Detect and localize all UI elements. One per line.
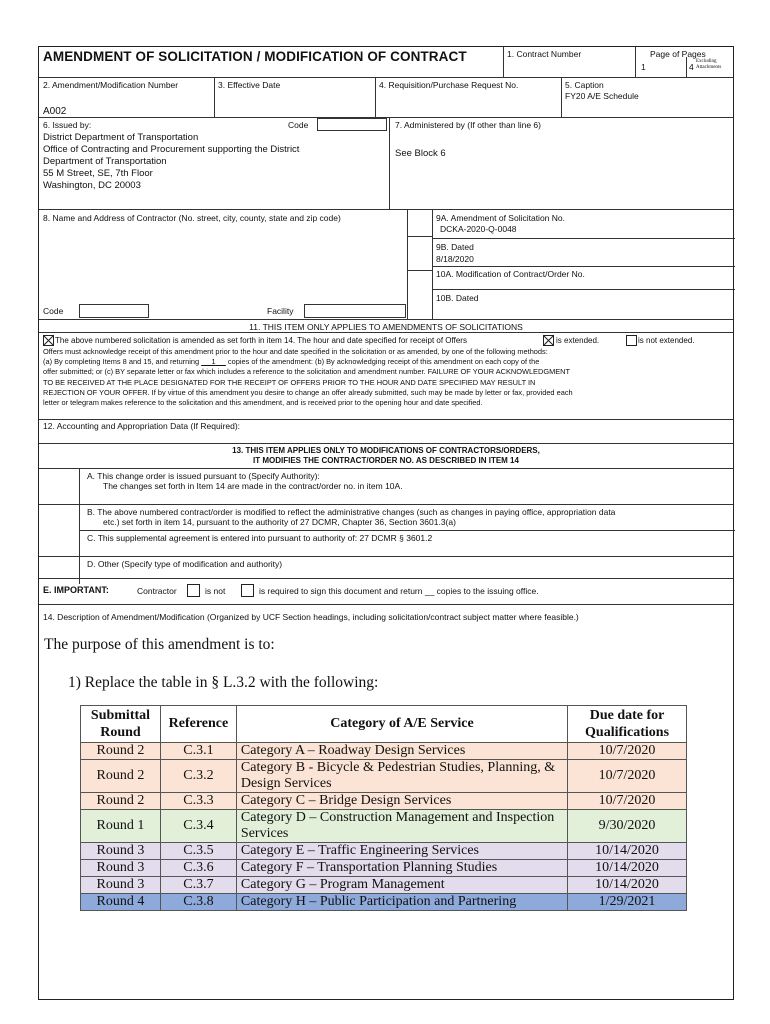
cell-category: Category G – Program Management xyxy=(236,877,567,894)
table-row xyxy=(81,793,687,810)
not-extended-label: is not extended. xyxy=(638,336,695,345)
cell-due-date: 10/14/2020 xyxy=(568,860,687,877)
cell-reference: C.3.8 xyxy=(160,894,236,911)
page-of-pages-label: Page of Pages xyxy=(650,49,706,59)
cell-round: Round 3 xyxy=(81,843,161,860)
is-not-label: is not xyxy=(205,586,226,596)
is-required-checkbox xyxy=(241,584,254,597)
item-11-instructions: Offers must acknowledge receipt of this amendment prior to the hour and date specified in the solicitation or as amended, by one of the following methods: (a) By completing Items 8 and 15, and returning 1 copies of the amendment: (b) By acknowledging receipt of this amendment on each copy of the offer submitted; or (c) BY separate letter or fax which includes a reference to the solicitation and amendment number. FAILURE OF YOUR ACKNOWLEDGMENT TO BE RECEIVED AT THE PLACE DESIGNATED FOR THE RECEIPT OF OFFERS PRIOR TO THE HOUR AND DATE SPECIFIED MAY RESULT IN REJECTION OF YOUR OFFER. If by virtue of this amendment you desire to change an offer already submitted, such may be made by letter or fax, provided each letter or telegram makes reference to the solicitation and this amendment, and is received prior to the opening hour and date specified. xyxy=(43,347,573,408)
important-label: E. IMPORTANT: xyxy=(43,585,109,595)
table-row xyxy=(81,860,687,877)
cell-round: Round 2 xyxy=(81,743,161,760)
facility-label: Facility xyxy=(267,306,294,316)
cell-reference: C.3.6 xyxy=(160,860,236,877)
cell-reference: C.3.4 xyxy=(160,810,236,843)
cell-category: Category F – Transportation Planning Studies xyxy=(236,860,567,877)
cell-round: Round 2 xyxy=(81,793,161,810)
item-14-label: 14. Description of Amendment/Modification (Organized by UCF Section headings, including solicitation/contract subject matter where feasible.) xyxy=(43,612,579,622)
block-9a-value: DCKA-2020-Q-0048 xyxy=(440,224,517,234)
cell-round: Round 2 xyxy=(81,760,161,793)
cell-category: Category A – Roadway Design Services xyxy=(236,743,567,760)
pages-count: 4 xyxy=(689,62,694,72)
header-reference: Reference xyxy=(160,706,236,743)
amendment-number-label: 2. Amendment/Modification Number xyxy=(43,80,179,90)
contractor-label: 8. Name and Address of Contractor (No. street, city, county, state and zip code) xyxy=(43,213,341,223)
table-row xyxy=(81,810,687,843)
extended-label: is extended. xyxy=(556,336,600,345)
facility-code-field xyxy=(304,304,406,318)
cell-category: Category B - Bicycle & Pedestrian Studies, Planning, & Design Services xyxy=(236,760,567,793)
cell-due-date: 10/7/2020 xyxy=(568,793,687,810)
header-category: Category of A/E Service xyxy=(236,706,567,743)
contractor-code-label: Code xyxy=(43,306,64,316)
not-extended-checkbox xyxy=(626,335,637,346)
pages-note: Excluding Attachments xyxy=(696,59,722,70)
form-title: AMENDMENT OF SOLICITATION / MODIFICATION OF CONTRACT xyxy=(43,49,467,64)
cell-category: Category E – Traffic Engineering Services xyxy=(236,843,567,860)
solicitation-amended-checkbox xyxy=(43,335,54,346)
item-13-b: B. The above numbered contract/order is modified to reflect the administrative changes (such as changes in paying office, appropriation data etc.) set forth in item 14, pursuant to the authority of 27 DCMR, Chapter 36, Section 3601.3(a) xyxy=(87,507,616,527)
cell-round: Round 3 xyxy=(81,877,161,894)
table-header-row xyxy=(81,706,687,743)
page-number: 1 xyxy=(641,62,646,72)
cell-due-date: 10/7/2020 xyxy=(568,760,687,793)
requisition-label: 4. Requisition/Purchase Request No. xyxy=(379,80,519,90)
issued-by-code-label: Code xyxy=(288,120,309,130)
block-10a-label: 10A. Modification of Contract/Order No. xyxy=(436,269,585,279)
cell-reference: C.3.1 xyxy=(160,743,236,760)
contract-number-label: 1. Contract Number xyxy=(507,49,582,59)
amendment-form xyxy=(38,46,734,1000)
cell-reference: C.3.7 xyxy=(160,877,236,894)
cell-due-date: 10/14/2020 xyxy=(568,843,687,860)
cell-reference: C.3.3 xyxy=(160,793,236,810)
item-13-c: C. This supplemental agreement is entered into pursuant to authority of: 27 DCMR § 3601.2 xyxy=(87,533,433,543)
header-due-date: Due date for Qualifications xyxy=(568,706,687,743)
issued-by-address: District Department of Transportation Office of Contracting and Procurement supporting the District Department of Transportation 55 M Street, SE, 7th Floor Washington, DC 20003 xyxy=(43,132,300,191)
cell-category: Category C – Bridge Design Services xyxy=(236,793,567,810)
important-contractor: Contractor xyxy=(137,586,177,596)
cell-due-date: 10/14/2020 xyxy=(568,877,687,894)
issued-by-code-field xyxy=(317,118,387,131)
issued-by-label: 6. Issued by: xyxy=(43,120,92,130)
header-submittal-round: Submittal Round xyxy=(81,706,161,743)
item-11-header: 11. THIS ITEM ONLY APPLIES TO AMENDMENTS OF SOLICITATIONS xyxy=(249,322,523,332)
table-row xyxy=(81,743,687,760)
amendment-number: A002 xyxy=(43,106,67,117)
cell-reference: C.3.5 xyxy=(160,843,236,860)
purpose-text: The purpose of this amendment is to: xyxy=(44,636,275,653)
extended-checkbox xyxy=(543,335,554,346)
block-9b-value: 8/18/2020 xyxy=(436,254,474,264)
cell-reference: C.3.2 xyxy=(160,760,236,793)
item-13-a: A. This change order is issued pursuant to (Specify Authority): The changes set forth in Item 14 are made in the contract/order no. in item 10A. xyxy=(87,471,403,491)
block-9b-label: 9B. Dated xyxy=(436,242,474,252)
item-11-line-1: The above numbered solicitation is amended as set forth in item 14. The hour and date specified for receipt of Offers xyxy=(55,336,467,345)
cell-category: Category D – Construction Management and Inspection Services xyxy=(236,810,567,843)
step-1-text: 1) Replace the table in § L.3.2 with the following: xyxy=(68,674,379,691)
submittal-schedule-table xyxy=(80,705,687,911)
administered-by-label: 7. Administered by (If other than line 6) xyxy=(395,120,541,130)
table-body xyxy=(81,743,687,911)
cell-round: Round 1 xyxy=(81,810,161,843)
cell-category: Category H – Public Participation and Partnering xyxy=(236,894,567,911)
is-not-checkbox xyxy=(187,584,200,597)
item-13-header: 13. THIS ITEM APPLIES ONLY TO MODIFICATIONS OF CONTRACTORS/ORDERS, IT MODIFIES THE CONTRACT/ORDER NO. AS DESCRIBED IN ITEM 14 xyxy=(232,446,540,465)
caption-label: 5. Caption xyxy=(565,80,604,90)
cell-round: Round 4 xyxy=(81,894,161,911)
cell-round: Round 3 xyxy=(81,860,161,877)
important-text: is required to sign this document and return __ copies to the issuing office. xyxy=(259,586,539,596)
table-row xyxy=(81,877,687,894)
table-row xyxy=(81,894,687,911)
block-10b-label: 10B. Dated xyxy=(436,293,479,303)
cell-due-date: 9/30/2020 xyxy=(568,810,687,843)
cell-due-date: 1/29/2021 xyxy=(568,894,687,911)
table-row xyxy=(81,843,687,860)
cell-due-date: 10/7/2020 xyxy=(568,743,687,760)
item-13-d: D. Other (Specify type of modification and authority) xyxy=(87,559,283,569)
administered-by-value: See Block 6 xyxy=(395,148,446,159)
caption-value: FY20 A/E Schedule xyxy=(565,91,639,101)
effective-date-label: 3. Effective Date xyxy=(218,80,281,90)
block-9a-label: 9A. Amendment of Solicitation No. xyxy=(436,213,565,223)
contractor-code-field xyxy=(79,304,149,318)
item-12-label: 12. Accounting and Appropriation Data (If Required): xyxy=(43,421,241,431)
table-row xyxy=(81,760,687,793)
